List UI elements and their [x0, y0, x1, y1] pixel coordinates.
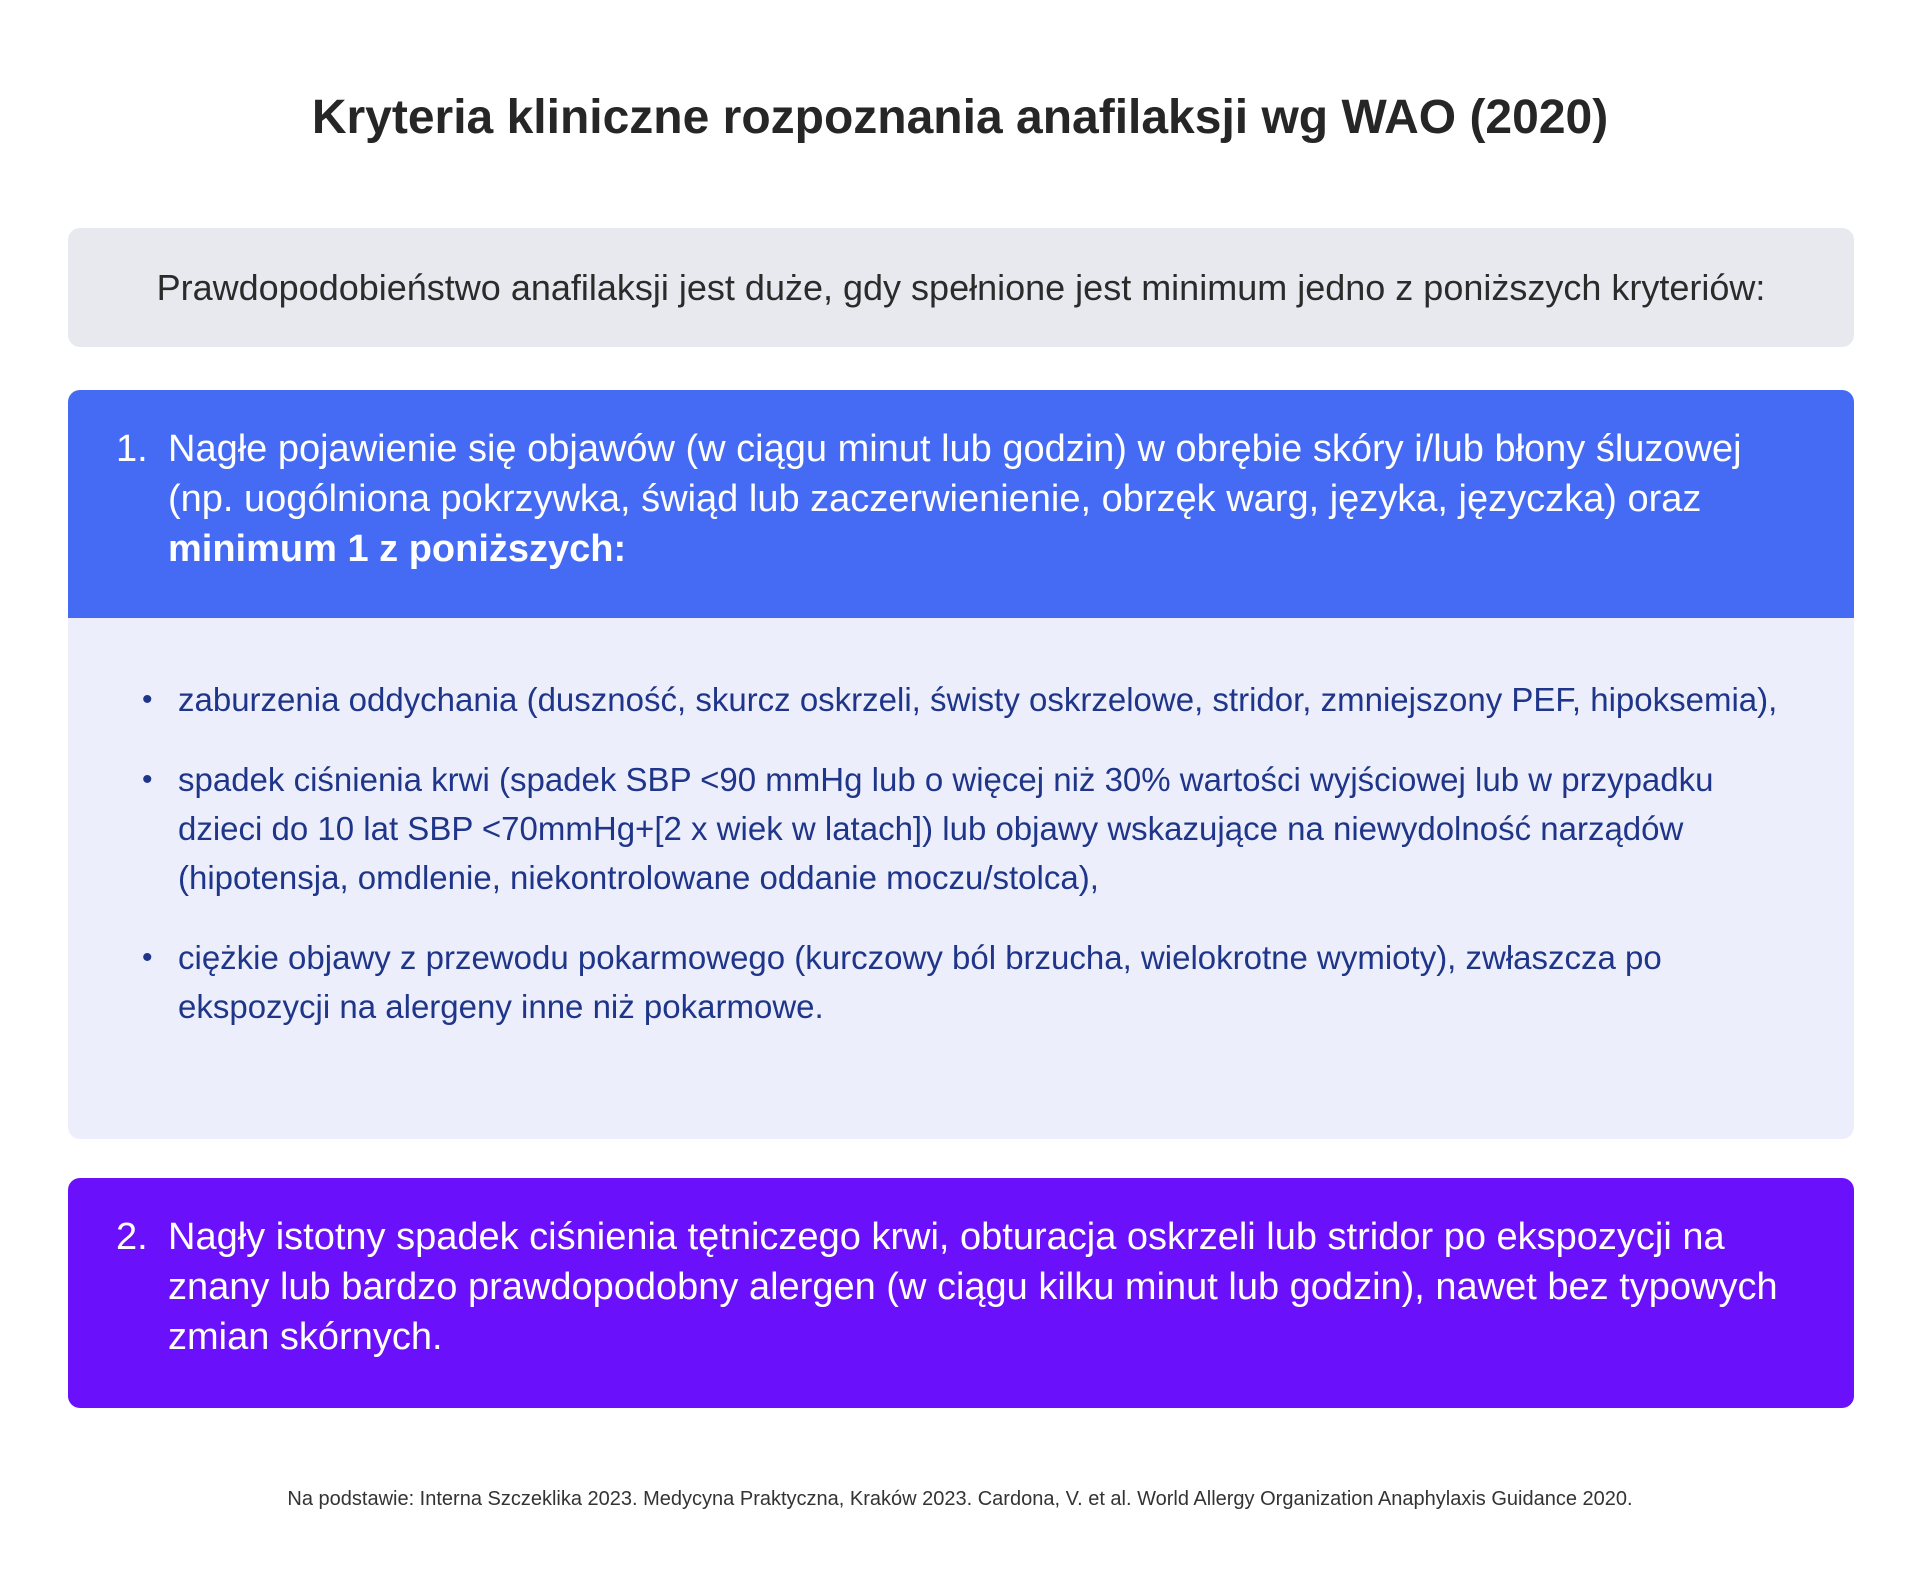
intro-box	[68, 228, 1854, 347]
criterion-1-number: 1.	[116, 428, 148, 470]
intro-text: Prawdopodobieństwo anafilaksji jest duże, gdy spełnione jest minimum jedno z poniższych kryteriów:	[156, 266, 1766, 308]
criterion-2-number: 2.	[116, 1216, 148, 1258]
bullet-text: zaburzenia oddychania (duszność, skurcz oskrzeli, świsty oskrzelowe, stridor, zmniejszony PEF, hipoksemia),	[178, 681, 1778, 718]
criterion-1-header	[68, 390, 1854, 618]
list-item	[142, 755, 1794, 902]
list-item	[142, 675, 1794, 724]
list-item	[142, 933, 1794, 1031]
bullet-icon: •	[142, 683, 153, 716]
criterion-2-card	[68, 1178, 1854, 1408]
criterion-1-text	[168, 424, 1794, 618]
criterion-2-text: Nagły istotny spadek ciśnienia tętniczego krwi, obturacja oskrzeli lub stridor po ekspozycji na znany lub bardzo prawdopodobny alergen (w ciągu kilku minut lub godzin), nawet bez typowych zmian skórnych.	[168, 1216, 1778, 1358]
criterion-1-main-text: Nagłe pojawienie się objawów (w ciągu minut lub godzin) w obrębie skóry i/lub błony śluzowej (np. uogólniona pokrzywka, świąd lub zaczerwienienie, obrzęk warg, języka, języczka) oraz	[168, 428, 1742, 520]
footer-citation: Na podstawie: Interna Szczeklika 2023. Medycyna Praktyczna, Kraków 2023. Cardona, V. et al. World Allergy Organization Anaphylaxis Guidance 2020.	[287, 1488, 1633, 1510]
bullet-text: spadek ciśnienia krwi (spadek SBP <90 mmHg lub o więcej niż 30% wartości wyjściowej lub w przypadku dzieci do 10 lat SBP <70mmHg+[2 x wiek w latach]) lub objawy wskazujące na niewydolność narządów (hipotensja, omdlenie, niekontrolowane oddanie moczu/stolca),	[178, 761, 1714, 896]
page-title: Kryteria kliniczne rozpoznania anafilaksji wg WAO (2020)	[311, 91, 1609, 144]
criterion-1-bullet-list	[68, 618, 1854, 1031]
criterion-1-card	[68, 390, 1854, 1139]
criterion-1-bold-text: minimum 1 z poniższych:	[168, 528, 627, 570]
bullet-icon: •	[142, 941, 153, 974]
bullet-icon: •	[142, 763, 153, 796]
bullet-text: ciężkie objawy z przewodu pokarmowego (kurczowy ból brzucha, wielokrotne wymioty), zwłaszcza po ekspozycji na alergeny inne niż pokarmowe.	[178, 939, 1662, 1025]
